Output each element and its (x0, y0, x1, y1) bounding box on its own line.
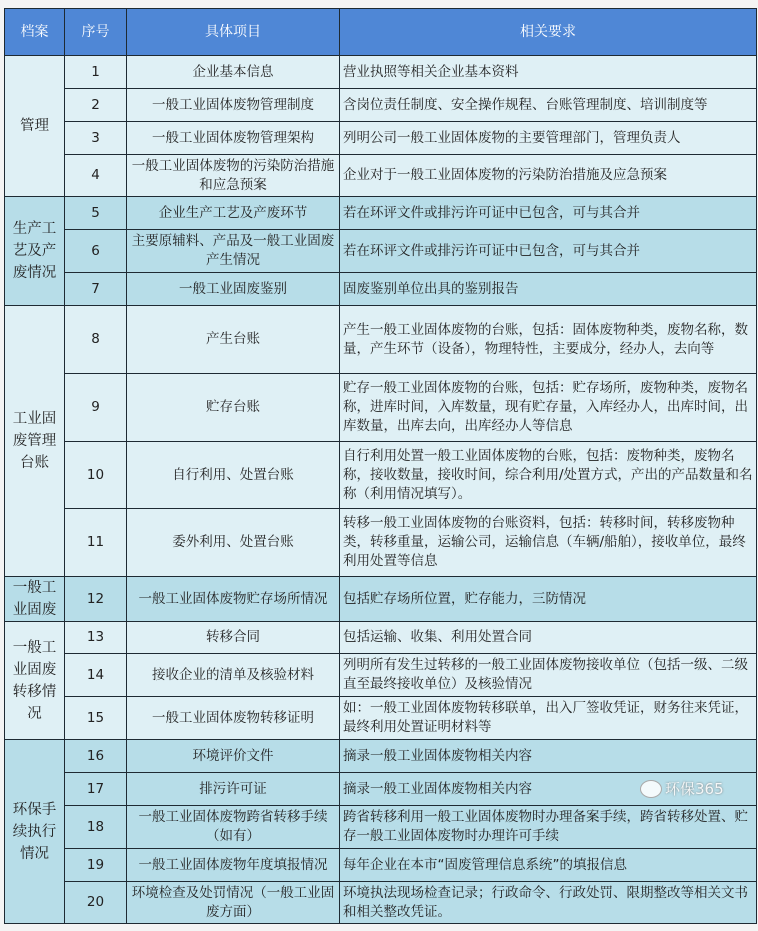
item-cell: 环境评价文件 (127, 740, 340, 773)
item-cell: 贮存台账 (127, 374, 340, 442)
header-number: 序号 (65, 9, 127, 56)
number-cell: 18 (65, 806, 127, 849)
requirement-cell: 如：一般工业固体废物转移联单，出入厂签收凭证，财务往来凭证，最终利用处置证明材料等 (340, 697, 757, 740)
watermark (640, 778, 724, 799)
number-cell: 12 (65, 577, 127, 622)
number-cell: 1 (65, 56, 127, 89)
requirement-cell: 摘录一般工业固体废物相关内容 (340, 740, 757, 773)
requirement-cell: 摘录一般工业固体废物相关内容 (340, 773, 757, 806)
table-header-row (5, 9, 757, 56)
requirement-cell: 跨省转移利用一般工业固体废物时办理备案手续，跨省转移处置、贮存一般工业固体废物时办理许可手续 (340, 806, 757, 849)
table-row (5, 882, 757, 924)
archive-group-cell: 生产工艺及产废情况 (5, 197, 65, 306)
number-cell: 4 (65, 155, 127, 197)
archive-group-cell: 管理 (5, 56, 65, 197)
requirement-cell: 若在环评文件或排污许可证中已包含，可与其合并 (340, 197, 757, 230)
item-cell: 企业生产工艺及产废环节 (127, 197, 340, 230)
table-row (5, 577, 757, 622)
requirement-cell: 企业对于一般工业固体废物的污染防治措施及应急预案 (340, 155, 757, 197)
requirement-cell: 固废鉴别单位出具的鉴别报告 (340, 273, 757, 306)
requirement-cell: 包括贮存场所位置，贮存能力，三防情况 (340, 577, 757, 622)
requirement-cell: 环境执法现场检查记录；行政命令、行政处罚、限期整改等相关文书和相关整改凭证。 (340, 882, 757, 924)
number-cell: 6 (65, 230, 127, 273)
table-row (5, 122, 757, 155)
archive-group-cell: 一般工业固废转移情况 (5, 622, 65, 740)
item-cell: 自行利用、处置台账 (127, 442, 340, 509)
item-cell: 一般工业固体废物贮存场所情况 (127, 577, 340, 622)
number-cell: 17 (65, 773, 127, 806)
requirement-cell: 产生一般工业固体废物的台账，包括：固体废物种类，废物名称，数量，产生环节（设备），物理特性，主要成分，经办人，去向等 (340, 306, 757, 374)
number-cell: 7 (65, 273, 127, 306)
requirement-cell: 贮存一般工业固体废物的台账，包括：贮存场所，废物种类，废物名称，进库时间，入库数量，现有贮存量，入库经办人，出库时间，出库数量，出库去向，出库经办人等信息 (340, 374, 757, 442)
item-cell: 环境检查及处罚情况（一般工业固废方面） (127, 882, 340, 924)
item-cell: 企业基本信息 (127, 56, 340, 89)
item-cell: 委外利用、处置台账 (127, 509, 340, 577)
requirement-cell: 转移一般工业固体废物的台账资料，包括：转移时间，转移废物种类，转移重量，运输公司，运输信息（车辆/船舶），接收单位，最终利用处置等信息 (340, 509, 757, 577)
header-requirement: 相关要求 (340, 9, 757, 56)
item-cell: 转移合同 (127, 622, 340, 654)
number-cell: 8 (65, 306, 127, 374)
requirement-cell: 自行利用处置一般工业固体废物的台账，包括：废物种类，废物名称，接收数量，接收时间，综合利用/处置方式，产出的产品数量和名称（利用情况填写）。 (340, 442, 757, 509)
item-cell: 一般工业固体废物管理制度 (127, 89, 340, 122)
header-item: 具体项目 (127, 9, 340, 56)
archive-group-cell: 一般工业固废 (5, 577, 65, 622)
number-cell: 10 (65, 442, 127, 509)
requirement-cell: 含岗位责任制度、安全操作规程、台账管理制度、培训制度等 (340, 89, 757, 122)
header-archive: 档案 (5, 9, 65, 56)
item-cell: 接收企业的清单及核验材料 (127, 654, 340, 697)
archive-group-cell: 工业固废管理台账 (5, 306, 65, 577)
table-row (5, 306, 757, 374)
item-cell: 一般工业固体废物转移证明 (127, 697, 340, 740)
item-cell: 产生台账 (127, 306, 340, 374)
number-cell: 3 (65, 122, 127, 155)
table-row (5, 230, 757, 273)
requirement-cell: 每年企业在本市“固废管理信息系统”的填报信息 (340, 849, 757, 882)
item-cell: 一般工业固体废物跨省转移手续（如有） (127, 806, 340, 849)
item-cell: 主要原辅料、产品及一般工业固废产生情况 (127, 230, 340, 273)
number-cell: 2 (65, 89, 127, 122)
table-row (5, 849, 757, 882)
requirement-cell: 列明所有发生过转移的一般工业固体废物接收单位（包括一级、二级直至最终接收单位）及核验情况 (340, 654, 757, 697)
table-row (5, 89, 757, 122)
table-row (5, 273, 757, 306)
item-cell: 一般工业固体废物管理架构 (127, 122, 340, 155)
table-row (5, 197, 757, 230)
watermark-text: 环保365 (665, 780, 724, 798)
table-row (5, 56, 757, 89)
table-row (5, 622, 757, 654)
table-row (5, 654, 757, 697)
number-cell: 19 (65, 849, 127, 882)
number-cell: 16 (65, 740, 127, 773)
table-row (5, 509, 757, 577)
table-row (5, 806, 757, 849)
archive-group-cell: 环保手续执行情况 (5, 740, 65, 924)
number-cell: 14 (65, 654, 127, 697)
number-cell: 15 (65, 697, 127, 740)
requirement-cell: 营业执照等相关企业基本资料 (340, 56, 757, 89)
number-cell: 11 (65, 509, 127, 577)
number-cell: 5 (65, 197, 127, 230)
requirement-cell: 列明公司一般工业固体废物的主要管理部门，管理负责人 (340, 122, 757, 155)
table-row (5, 374, 757, 442)
table-row (5, 697, 757, 740)
table-row (5, 155, 757, 197)
number-cell: 20 (65, 882, 127, 924)
number-cell: 13 (65, 622, 127, 654)
requirement-cell: 若在环评文件或排污许可证中已包含，可与其合并 (340, 230, 757, 273)
wechat-icon (640, 780, 662, 798)
item-cell: 一般工业固体废物年度填报情况 (127, 849, 340, 882)
table-row (5, 740, 757, 773)
item-cell: 排污许可证 (127, 773, 340, 806)
number-cell: 9 (65, 374, 127, 442)
item-cell: 一般工业固体废物的污染防治措施和应急预案 (127, 155, 340, 197)
table-row (5, 442, 757, 509)
requirement-cell: 包括运输、收集、利用处置合同 (340, 622, 757, 654)
item-cell: 一般工业固废鉴别 (127, 273, 340, 306)
